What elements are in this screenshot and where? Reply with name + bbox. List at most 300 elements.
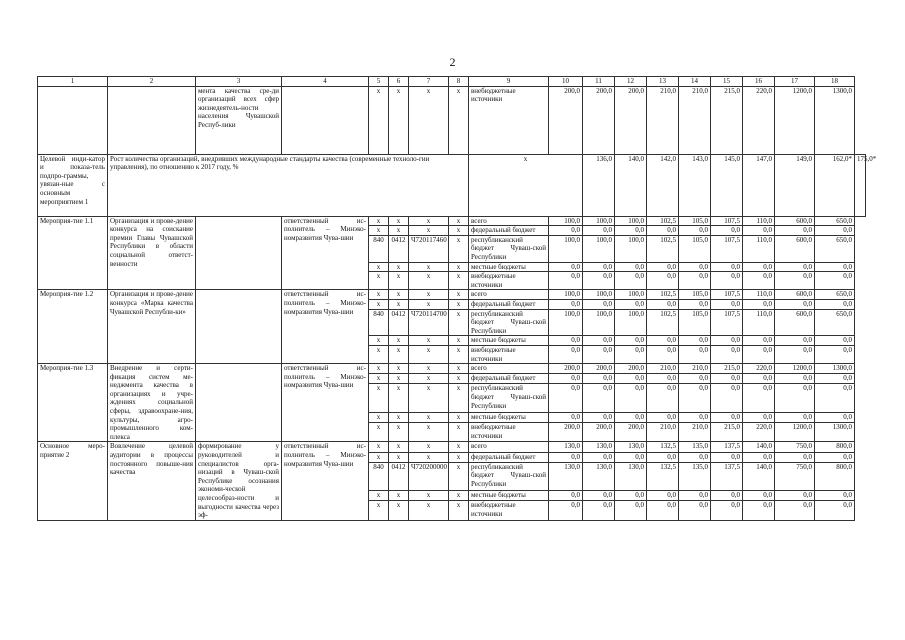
header-cell: 2 bbox=[108, 77, 196, 87]
cell-source: республиканский бюджет Чуваш-ской Республики bbox=[469, 384, 549, 412]
table-row bbox=[38, 364, 866, 374]
cell-source: федеральный бюджет bbox=[469, 374, 549, 384]
cell-value: 800,0 bbox=[815, 442, 855, 452]
cell-code: x bbox=[389, 226, 409, 236]
cell-value: 0,0 bbox=[647, 226, 679, 236]
cell-value: 220,0 bbox=[743, 364, 775, 374]
cell-value: 107,5 bbox=[711, 235, 743, 262]
cell-source: внебюджетные источники bbox=[469, 86, 549, 154]
cell-value: 0,0 bbox=[711, 384, 743, 412]
cell-value: 0,0 bbox=[679, 412, 711, 422]
cell-value: 0,0 bbox=[615, 262, 647, 272]
cell-code: x bbox=[449, 299, 469, 309]
cell-source: республиканский бюджет Чуваш-ской Республики bbox=[469, 309, 549, 336]
header-cell: 18 bbox=[815, 77, 855, 87]
header-cell: 9 bbox=[469, 77, 549, 87]
cell-code: x bbox=[369, 442, 389, 452]
cell-value: 100,0 bbox=[615, 235, 647, 262]
cell-value: 0,0 bbox=[815, 299, 855, 309]
cell-code: x bbox=[389, 290, 409, 300]
cell-source: федеральный бюджет bbox=[469, 226, 549, 236]
cell-value: 0,0 bbox=[583, 501, 615, 520]
cell-value: 600,0 bbox=[775, 309, 815, 336]
header-cell: 14 bbox=[679, 77, 711, 87]
cell-code: x bbox=[409, 262, 449, 272]
cell-value: 0,0 bbox=[647, 384, 679, 412]
cell-value: 145,0 bbox=[711, 154, 743, 216]
cell-source: местные бюджеты bbox=[469, 412, 549, 422]
cell-value: 0,0 bbox=[549, 262, 583, 272]
cell-executor: ответственный ис-полнитель – Минэко-номразвития Чува-шии bbox=[282, 216, 369, 290]
cell-source: всего bbox=[469, 216, 549, 226]
cell-value: 0,0 bbox=[815, 226, 855, 236]
cell-code: x bbox=[449, 290, 469, 300]
cell-value: 100,0 bbox=[583, 309, 615, 336]
header-cell: 11 bbox=[583, 77, 615, 87]
cell-value: 220,0 bbox=[743, 423, 775, 442]
cell-value: 210,0 bbox=[647, 86, 679, 154]
cell-value: 130,0 bbox=[583, 462, 615, 490]
cell-result: формирование у руководителей и специалистов орга-низаций в Чуваш-ской Республике осознания экономи-ческой целесообраз-ности и выгодности качества через эф- bbox=[196, 442, 282, 520]
cell-code: x bbox=[389, 442, 409, 452]
cell-value: 0,0 bbox=[743, 226, 775, 236]
cell-code: x bbox=[389, 374, 409, 384]
cell-value: 0,0 bbox=[679, 452, 711, 462]
cell-value: 0,0 bbox=[815, 336, 855, 346]
cell-value: 215,0 bbox=[711, 364, 743, 374]
cell-value: 200,0 bbox=[583, 86, 615, 154]
cell-value: 100,0 bbox=[615, 290, 647, 300]
cell-value: 149,0 bbox=[775, 154, 815, 216]
cell-value: 0,0 bbox=[711, 299, 743, 309]
cell-code: x bbox=[389, 452, 409, 462]
cell-value: 0,0 bbox=[815, 412, 855, 422]
cell-code: 840 bbox=[369, 462, 389, 490]
header-cell: 16 bbox=[743, 77, 775, 87]
cell-value: 215,0 bbox=[711, 86, 743, 154]
cell-value: 130,0 bbox=[583, 442, 615, 452]
cell-value: 140,0 bbox=[615, 154, 647, 216]
cell-code: x bbox=[389, 491, 409, 501]
cell-value: 200,0 bbox=[549, 423, 583, 442]
cell-value: 0,0 bbox=[815, 262, 855, 272]
cell-value: 0,0 bbox=[647, 501, 679, 520]
cell-code: x bbox=[449, 491, 469, 501]
cell-code: x bbox=[409, 501, 449, 520]
cell-value: 0,0 bbox=[583, 345, 615, 363]
cell-value: 0,0 bbox=[615, 501, 647, 520]
cell-value: 0,0 bbox=[815, 491, 855, 501]
header-cell: 13 bbox=[647, 77, 679, 87]
cell-source: федеральный бюджет bbox=[469, 299, 549, 309]
header-cell: 5 bbox=[369, 77, 389, 87]
cell-code: x bbox=[449, 345, 469, 363]
cell-value: 0,0 bbox=[583, 299, 615, 309]
cell-value: 0,0 bbox=[679, 226, 711, 236]
cell-value: 140,0 bbox=[743, 442, 775, 452]
cell-code: x bbox=[369, 216, 389, 226]
cell-value: 0,0 bbox=[583, 412, 615, 422]
cell-code: x bbox=[409, 226, 449, 236]
cell-code: x bbox=[369, 345, 389, 363]
cell-value: 600,0 bbox=[775, 216, 815, 226]
header-row bbox=[38, 77, 866, 87]
cell-value: 210,0 bbox=[679, 364, 711, 374]
cell-executor: ответственный ис-полнитель – Минэко-номразвития Чува-шии bbox=[282, 364, 369, 442]
cell-value: 107,5 bbox=[711, 216, 743, 226]
table-row bbox=[38, 442, 866, 452]
cell-code: x bbox=[389, 501, 409, 520]
cell-event: Мероприя-тие 1.3 bbox=[38, 364, 108, 442]
cell-value: 0,0 bbox=[549, 272, 583, 290]
cell-value: 0,0 bbox=[679, 299, 711, 309]
cell-value: 0,0 bbox=[615, 299, 647, 309]
cell-code: x bbox=[389, 336, 409, 346]
cell-value: 0,0 bbox=[743, 412, 775, 422]
cell-value: 200,0 bbox=[549, 86, 583, 154]
header-cell: 3 bbox=[196, 77, 282, 87]
cell-value: 750,0 bbox=[775, 462, 815, 490]
cell-source: внебюджетные источники bbox=[469, 501, 549, 520]
cell-code: x bbox=[369, 226, 389, 236]
cell-value: 132,5 bbox=[647, 442, 679, 452]
cell-value: 0,0 bbox=[775, 345, 815, 363]
cell-value: 102,5 bbox=[647, 290, 679, 300]
cell-code: x bbox=[449, 442, 469, 452]
cell-source: всего bbox=[469, 364, 549, 374]
cell-value: 0,0 bbox=[679, 336, 711, 346]
header-cell: 15 bbox=[711, 77, 743, 87]
cell-value: 110,0 bbox=[743, 235, 775, 262]
cell-description: Организация и прове-дение конкурса «Марка качества Чувашской Республи-ки» bbox=[108, 290, 196, 364]
indicator-mark: x bbox=[469, 154, 583, 216]
cell-value: 136,0 bbox=[583, 154, 615, 216]
cell-value: 110,0 bbox=[743, 290, 775, 300]
cell-value: 162,0* bbox=[815, 154, 855, 216]
cell-value: 0,0 bbox=[615, 452, 647, 462]
table-row bbox=[38, 86, 866, 154]
cell-executor: ответственный ис-полнитель – Минэко-номразвития Чува-шии bbox=[282, 442, 369, 520]
cell-code: x bbox=[449, 412, 469, 422]
cell-value: 0,0 bbox=[775, 491, 815, 501]
cell-code: x bbox=[449, 452, 469, 462]
cell-value: 0,0 bbox=[815, 501, 855, 520]
cell-code: x bbox=[449, 336, 469, 346]
cell-code: x bbox=[389, 364, 409, 374]
cell-value: 0,0 bbox=[815, 374, 855, 384]
cell-value: 210,0 bbox=[679, 86, 711, 154]
cell-value: 0,0 bbox=[615, 345, 647, 363]
header-cell: 8 bbox=[449, 77, 469, 87]
cell-value: 105,0 bbox=[679, 290, 711, 300]
cell-value: 0,0 bbox=[583, 452, 615, 462]
page-number: 2 bbox=[449, 55, 456, 69]
cell-event: Основное меро-приятие 2 bbox=[38, 442, 108, 520]
cell-value: 107,5 bbox=[711, 290, 743, 300]
cell-code: x bbox=[409, 384, 449, 412]
cell-executor: ответственный ис-полнитель – Минэко-номразвития Чува-шии bbox=[282, 290, 369, 364]
cell-code: x bbox=[449, 235, 469, 262]
cell-value: 1300,0 bbox=[815, 364, 855, 374]
cell-value: 100,0 bbox=[549, 309, 583, 336]
indicator-label: Целевой инди-катор и показа-тель подпро-граммы, увязан-ные с основным мероприятием 1 bbox=[38, 154, 108, 216]
cell-code: x bbox=[369, 491, 389, 501]
cell-value: 100,0 bbox=[549, 216, 583, 226]
cell-value: 0,0 bbox=[549, 226, 583, 236]
cell-value: 0,0 bbox=[711, 491, 743, 501]
empty-cell bbox=[108, 86, 196, 154]
cell-code: x bbox=[409, 216, 449, 226]
cell-source: федеральный бюджет bbox=[469, 452, 549, 462]
cell-value: 0,0 bbox=[679, 272, 711, 290]
cell-code: x bbox=[369, 364, 389, 374]
cell-value: 130,0 bbox=[549, 442, 583, 452]
cell-code: x bbox=[389, 412, 409, 422]
table-row bbox=[38, 216, 866, 226]
cell-code: x bbox=[409, 364, 449, 374]
cell-value: 0,0 bbox=[549, 384, 583, 412]
cell-code: x bbox=[389, 384, 409, 412]
cell-value: 1300,0 bbox=[815, 423, 855, 442]
header-cell: 7 bbox=[409, 77, 449, 87]
cell-value: 0,0 bbox=[679, 501, 711, 520]
cell-value: 100,0 bbox=[583, 290, 615, 300]
cell-value: 650,0 bbox=[815, 216, 855, 226]
cell-value: 0,0 bbox=[647, 452, 679, 462]
cell-value: 0,0 bbox=[815, 272, 855, 290]
cell-value: 200,0 bbox=[615, 423, 647, 442]
cell-code: x bbox=[369, 272, 389, 290]
cell-value: 0,0 bbox=[615, 491, 647, 501]
cell-value: 175,0* bbox=[855, 154, 866, 216]
cell-value: 130,0 bbox=[615, 462, 647, 490]
cell-result bbox=[196, 216, 282, 290]
cell-value: 200,0 bbox=[615, 86, 647, 154]
cell-value: 0,0 bbox=[775, 272, 815, 290]
cell-code: x bbox=[449, 216, 469, 226]
cell-code: x bbox=[389, 345, 409, 363]
cell-value: 0,0 bbox=[647, 272, 679, 290]
cell-code: x bbox=[449, 501, 469, 520]
cell-value: 102,5 bbox=[647, 235, 679, 262]
cell-source: местные бюджеты bbox=[469, 491, 549, 501]
cell-source: всего bbox=[469, 442, 549, 452]
cell-value: 0,0 bbox=[583, 336, 615, 346]
cell-value: 0,0 bbox=[549, 452, 583, 462]
header-cell: 4 bbox=[282, 77, 369, 87]
cell-value: 100,0 bbox=[615, 216, 647, 226]
cell-value: 0,0 bbox=[711, 226, 743, 236]
cell-value: 0,0 bbox=[711, 501, 743, 520]
cell-value: 0,0 bbox=[679, 491, 711, 501]
cell-code: x bbox=[409, 374, 449, 384]
cell-source: всего bbox=[469, 290, 549, 300]
cell-code: Ч720200000 bbox=[409, 462, 449, 490]
cell-value: 0,0 bbox=[647, 412, 679, 422]
cell-value: 210,0 bbox=[679, 423, 711, 442]
cell-code: x bbox=[409, 272, 449, 290]
cell-source: местные бюджеты bbox=[469, 262, 549, 272]
cell-value: 200,0 bbox=[615, 364, 647, 374]
cell-value: 0,0 bbox=[775, 501, 815, 520]
cell-value: 105,0 bbox=[679, 235, 711, 262]
cell-value: 0,0 bbox=[815, 345, 855, 363]
cell-value: 130,0 bbox=[615, 442, 647, 452]
cell-code: 0412 bbox=[389, 462, 409, 490]
cell-code: Ч720117460 bbox=[409, 235, 449, 262]
cell-code: x bbox=[409, 423, 449, 442]
cell-source: внебюджетные источники bbox=[469, 272, 549, 290]
cell-code: x bbox=[409, 452, 449, 462]
cell-value: 0,0 bbox=[615, 412, 647, 422]
cell-code: x bbox=[369, 452, 389, 462]
cell-value: 0,0 bbox=[711, 374, 743, 384]
cell-value: 0,0 bbox=[711, 452, 743, 462]
cell-code: x bbox=[409, 442, 449, 452]
cell-value: 135,0 bbox=[679, 462, 711, 490]
cell-value: 0,0 bbox=[775, 384, 815, 412]
cell-value: 0,0 bbox=[647, 345, 679, 363]
cell-value: 0,0 bbox=[647, 299, 679, 309]
cell-value: 0,0 bbox=[743, 384, 775, 412]
cell-value: 0,0 bbox=[549, 374, 583, 384]
cell-code: x bbox=[389, 262, 409, 272]
cell-value: 100,0 bbox=[615, 309, 647, 336]
cell-code: x bbox=[409, 491, 449, 501]
cell-result bbox=[196, 290, 282, 364]
cell-value: 0,0 bbox=[711, 262, 743, 272]
cell-value: 0,0 bbox=[775, 299, 815, 309]
header-cell: 1 bbox=[38, 77, 108, 87]
cell-code: 840 bbox=[369, 235, 389, 262]
cell-value: 0,0 bbox=[743, 262, 775, 272]
cell-value: 0,0 bbox=[815, 452, 855, 462]
cell-code: 0412 bbox=[389, 309, 409, 336]
cell-value: 143,0 bbox=[679, 154, 711, 216]
cell-value: 0,0 bbox=[679, 384, 711, 412]
cell-value: 0,0 bbox=[743, 501, 775, 520]
cell-result: мента качества сре-ди организаций всех сфер жизнедеятель-ности населения Чувашской Респуб-лики bbox=[196, 86, 282, 154]
cell-value: 100,0 bbox=[549, 290, 583, 300]
cell-value: 0,0 bbox=[743, 272, 775, 290]
cell-value: 210,0 bbox=[647, 423, 679, 442]
cell-value: 600,0 bbox=[775, 235, 815, 262]
cell-value: 102,5 bbox=[647, 216, 679, 226]
cell-result bbox=[196, 364, 282, 442]
cell-code: x bbox=[389, 299, 409, 309]
cell-code: x bbox=[449, 423, 469, 442]
cell-event: Мероприя-тие 1.2 bbox=[38, 290, 108, 364]
cell-value: 1300,0 bbox=[815, 86, 855, 154]
cell-value: 0,0 bbox=[775, 374, 815, 384]
cell-value: 220,0 bbox=[743, 86, 775, 154]
cell-value: 0,0 bbox=[615, 374, 647, 384]
cell-value: 0,0 bbox=[775, 452, 815, 462]
cell-value: 100,0 bbox=[583, 216, 615, 226]
cell-code: x bbox=[409, 290, 449, 300]
cell-code: x bbox=[409, 299, 449, 309]
cell-code: x bbox=[369, 290, 389, 300]
cell-value: 1200,0 bbox=[775, 423, 815, 442]
cell-value: 0,0 bbox=[549, 412, 583, 422]
header-cell: 17 bbox=[775, 77, 815, 87]
cell-value: 200,0 bbox=[549, 364, 583, 374]
cell-code: x bbox=[389, 216, 409, 226]
cell-value: 0,0 bbox=[679, 262, 711, 272]
empty-cell bbox=[282, 86, 369, 154]
cell-value: 0,0 bbox=[743, 452, 775, 462]
cell-description: Организация и прове-дение конкурса на соискание премии Главы Чувашской Республики в области социальной ответст-венности bbox=[108, 216, 196, 290]
cell-value: 0,0 bbox=[775, 336, 815, 346]
cell-value: 105,0 bbox=[679, 309, 711, 336]
cell-code: x bbox=[449, 384, 469, 412]
cell-value: 0,0 bbox=[711, 336, 743, 346]
header-cell: 10 bbox=[549, 77, 583, 87]
cell-value: 1200,0 bbox=[775, 86, 815, 154]
cell-code: x bbox=[449, 262, 469, 272]
cell-code: 840 bbox=[369, 309, 389, 336]
cell-value: 0,0 bbox=[711, 272, 743, 290]
cell-code: x bbox=[369, 412, 389, 422]
cell-code: x bbox=[449, 364, 469, 374]
cell-value: 0,0 bbox=[549, 299, 583, 309]
cell-value: 0,0 bbox=[549, 501, 583, 520]
cell-code: x bbox=[369, 262, 389, 272]
cell-value: 0,0 bbox=[743, 374, 775, 384]
cell-value: 100,0 bbox=[549, 235, 583, 262]
cell-value: 0,0 bbox=[647, 491, 679, 501]
cell-source: внебюджетные источники bbox=[469, 423, 549, 442]
cell-code: x bbox=[449, 226, 469, 236]
cell-code: x bbox=[449, 374, 469, 384]
cell-code: x bbox=[369, 384, 389, 412]
cell-value: 0,0 bbox=[583, 384, 615, 412]
cell-source: местные бюджеты bbox=[469, 336, 549, 346]
cell-value: 0,0 bbox=[583, 226, 615, 236]
cell-value: 0,0 bbox=[775, 412, 815, 422]
cell-value: 0,0 bbox=[775, 226, 815, 236]
cell-value: 650,0 bbox=[815, 309, 855, 336]
cell-code: x bbox=[389, 86, 409, 154]
cell-code: x bbox=[369, 501, 389, 520]
header-cell: 6 bbox=[389, 77, 409, 87]
cell-description: Внедрение и серти-фикация систем ме-неджмента качества в организациях и учре-ждениях социальной сферы, здравоохране-ния, культуры, агро-промышленного ком-плекса bbox=[108, 364, 196, 442]
cell-value: 750,0 bbox=[775, 442, 815, 452]
cell-value: 0,0 bbox=[711, 412, 743, 422]
cell-value: 0,0 bbox=[615, 384, 647, 412]
cell-value: 0,0 bbox=[679, 345, 711, 363]
cell-code: x bbox=[369, 423, 389, 442]
cell-code: x bbox=[409, 336, 449, 346]
cell-code: x bbox=[449, 462, 469, 490]
cell-value: 0,0 bbox=[583, 262, 615, 272]
cell-value: 650,0 bbox=[815, 235, 855, 262]
cell-value: 0,0 bbox=[583, 374, 615, 384]
cell-value: 0,0 bbox=[743, 336, 775, 346]
cell-value: 110,0 bbox=[743, 216, 775, 226]
cell-value: 200,0 bbox=[583, 364, 615, 374]
cell-code: x bbox=[389, 272, 409, 290]
cell-code: x bbox=[449, 272, 469, 290]
cell-value: 800,0 bbox=[815, 462, 855, 490]
cell-value: 0,0 bbox=[549, 491, 583, 501]
cell-value: 200,0 bbox=[583, 423, 615, 442]
cell-code: x bbox=[409, 345, 449, 363]
cell-code: x bbox=[369, 336, 389, 346]
cell-value: 0,0 bbox=[743, 299, 775, 309]
cell-value: 0,0 bbox=[679, 374, 711, 384]
cell-code: 0412 bbox=[389, 235, 409, 262]
